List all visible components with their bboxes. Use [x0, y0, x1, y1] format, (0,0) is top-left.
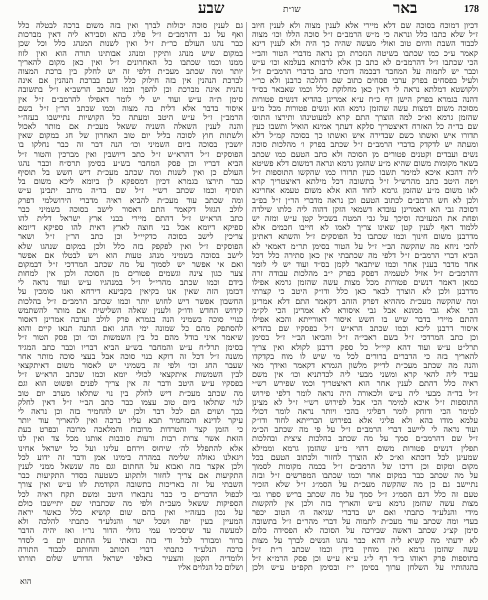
text-line: איסור בדבר אלא דלית בה מצוה וכמו שכתב הר״ן ז״ל בשם: [18, 103, 243, 113]
text-line: הביא דבריו וכן פסק המחבר בש״ע בסימן תרס״ח וכבר נהגו: [18, 158, 243, 168]
text-line: תוסיף וכמו שכתב רש״י ז״ל שם בד״ה מיתב יתבינן ע״ש: [18, 186, 243, 196]
text-line: מקום ומקום וכן דרכו של הרמב״ם ז״ל בכמה מקומות לסמוך: [252, 462, 478, 471]
text-line: מידי והנלע״ד כתבתי ואם יש בדברי שגיאה ה׳ הטוב יכפר: [252, 507, 478, 517]
text-line: הפוסקים ז״ל ואין לפקפק בזה כלל ולכן במקום שנהגו שלא: [18, 241, 243, 251]
text-line: בכך ושוים הם לכל דבר ולכן יש להחמיר בזה וכן נראה לי: [18, 406, 243, 416]
text-line: ואם אי אפשר יש לסמוך על מה שכתב המרדכי ז״ל דבמקום: [18, 259, 243, 269]
text-line: ויגאלנו גאולה שלימה במהרה בימינו אמן ודבר זה ידוע לכל: [18, 452, 243, 462]
text-line: בסימן תרל״ח ע״ש והמחבר בש״ע הביא דבריו וכבר כתב המגיד: [18, 342, 243, 352]
text-line: קידוש החדש ודו״ק ולענין שאלה השלישית אם מותר להשתמש: [18, 305, 243, 315]
text-line: ולשתות חוץ לסוכה בליל יום טוב האחרון של חג במקום שאין: [18, 131, 243, 141]
text-line: אלא להתפלל לה׳ שיחוס וירחם עלינו ועל כל ישראל אחינו: [18, 443, 243, 453]
text-line: המעיין בעין יפה ושכל ישר והנלע״ד כתבתי להלכה ולא: [18, 517, 243, 527]
text-line: ומה שכתב עוד מעכ״ת להביא ראיה מדברי הירושלמי דפרק: [18, 195, 243, 205]
text-line: ז״ל שלא כתבו כלל ונראה כי מ״ש הרמב״ם ז״ל סוכה הללו וכו׳ מצוה: [252, 30, 478, 40]
text-line: הביא דברי הרמב״ם ז״ל דלפי מה שכתבתי אין כאן סתירה כלל דכל: [252, 250, 478, 260]
text-line: דסוכה גבי הא דאמרינן עובדא דשמאי הזקן דהוה ליה כלתו שילדה: [252, 204, 478, 214]
text-line: השבתי על זה באריכות בתשובה הקודמת לזו ע״ש ואין צורך: [18, 480, 243, 490]
text-line: ז״ל בד״ה מבעי ליה ע״ש ולכאורה היה נראה לומר דלפי פירוש: [252, 388, 478, 398]
text-line: במקום שיש מנהג ותיקין ומנהג אבותינו תורה הוא ואין לזוז: [18, 48, 243, 58]
text-line: לברכת הנהנין אין בזה חילוק כלל דגם בברכת הנהנין אם אינה: [18, 76, 243, 86]
page-number: 178: [464, 4, 479, 15]
text-line: טעם זה כלל דגם הסמ״ג ז״ל סמך על מה שכתב בריש ספרו גבי: [252, 489, 478, 499]
text-line: למעשה עד שיסכימו עמי גדולי הדור נר״ו ואז יהיה הדבר: [18, 526, 243, 536]
text-line: עיקר לדינא והמחמיר תבא עליו ברכה ואין להאריך עוד יותר: [18, 416, 243, 426]
running-head-subtitle: שו״ת: [283, 4, 301, 14]
text-line: דהתם מיירי בדבר שיש בו חשש איסור דאורייתא והכא אפילו: [252, 315, 478, 324]
text-line: ספיקא דיומא אבל בני חוצה לארץ דאית להו ספיקא דיומא: [18, 223, 243, 233]
text-line: בפסקיו ע״ש היטב ודבר זה אין צריך לפנים ופשוט הוא וגם: [18, 379, 243, 389]
text-line: גם לענין סוכה יכולות לברך ואין בזה משום ברכה לבטלה כלל: [18, 21, 243, 30]
text-line: והנה מה שכתב מעכ״ת לדייק מלשון הגמרא דקאמר ואידך מאי: [252, 360, 478, 370]
text-line: קאמר ע״כ כמו שכתבו בשיטה הנזכרת וכן נראה מדברי הטור והב״י: [252, 48, 478, 58]
text-line: למימר הכי ודוחק לומר דפליגי בהכי ויותר נראה לומר דכולי: [252, 406, 478, 416]
text-line: בידם וכמו שכתב מהרי״ל ז״ל במנהגיו ע״ש ועוד נראה לי: [18, 278, 243, 288]
text-line: בתוספות פרק ראוהו ב״ד דף ל״ג ע״א ע״ש וכן פסק הרמ״א ז״ל: [252, 553, 478, 563]
text-line: נהנית אינה מברכת וכן להפך וכמו שכתב הרשב״א ז״ל בתשובה: [18, 85, 243, 95]
text-line: יותר ומה שכתב מעכ״ת דלפי זה יש לחלק בין ברכת המצוה: [18, 66, 243, 76]
text-line: הרמב״ן ז״ל ע״ש היטב ומעתה כל הקושיות נתיישבו בעזה״י: [18, 112, 243, 122]
column-divider: [246, 22, 247, 572]
text-line: בהגהותיו על השלחן ערוך בסימן י״ז ובסימן תקפ״ט ע״ש ולכן: [252, 563, 478, 573]
text-line: ולומדיה הקטן והצעיר באלפי ישראל הדורש שלום תורתו: [18, 553, 243, 563]
text-line: ושלום כל הנלוים אליו: [178, 563, 243, 573]
text-line: צריכין לישב בסוכה כדקיי״ל וכן כתב הר״ן ז״ל ושאר: [18, 232, 243, 242]
text-line: ברור ומבורר לכל ודי בזה ובאתי על החתום יום ב׳ לסדר: [18, 535, 243, 545]
text-line: תדורו איש ואשתו כשם שבדירה איש ואשתו כך בסוכה קמ״ל דלא: [252, 131, 478, 141]
right-text-column: [252, 21, 478, 573]
text-line: לא ידעתי מה קשיא ליה דהא כבר נהגו הנשים לברך על מצות: [252, 535, 478, 545]
text-line: עשה שהזמן גרמא ואין מוחין בידן וכמו שכתב ר״ת ז״ל: [252, 544, 478, 554]
text-line: עלמא מודו בהא ולא פליגי אלא בפירוש הברייתא לחוד ודו״ק: [252, 416, 478, 426]
text-line: כי הזמן קצר והטרדות מרובות והמלאכה מרובה ובפרט בעת: [18, 425, 243, 435]
text-line: דהנה בגמרא בפרק הישן דף כ״ח ע״א אמרינן בהדיא דנשים פטורות: [252, 94, 478, 104]
text-line: לאו משום מ״ע שהזמן גרמא לחוד הוא אלא משום טעמא אחרינא: [252, 186, 478, 196]
text-line: ולכן לא חש הרמב״ם לכתוב הטעם וכן נראה מדברי הר״ן ז״ל בפ״ב: [252, 195, 478, 205]
text-line: כמאן דאמר דנשים פטורות מכל מצות עשה שהזמן גרמא אפילו: [252, 278, 478, 288]
text-line: אחד מדבר בענין אחר וכמו שיתבאר לקמן בס״ד ועוד יש לי לומר: [252, 259, 478, 269]
text-line: לכבוד השבת והיום טוב ואולי מעשה שהיה כך היה ולא לענין דינא: [252, 39, 478, 49]
text-line: להכי ניחא מה שהקשה הב״י ז״ל על הטור בסימן תר״מ דאמאי לא: [252, 241, 478, 251]
text-line: מדרבנן ולכן לא הוצרך לבאר כאן כלל ודו״ק היטב כי קצרתי: [252, 287, 478, 297]
text-line: עביד ליה להאי קרא ומשני מבעי ליה לכדתניא וכו׳ אין משם: [252, 370, 478, 380]
text-line: ללמוד דאף לענין קטן שאינו צריך לאמו לא חייבו חכמים אלא: [252, 223, 478, 233]
text-line: ואף על גב דהרמב״ם ז״ל פליג בהא וסבירא ליה דאין מברכות: [18, 30, 243, 40]
running-head-title-second-word: שבע: [198, 1, 225, 17]
text-line: דכיון דמוכח בסוכה שם דלא מיירי אלא לענין מצוה ולא לענין חיוב: [252, 21, 478, 30]
text-line: צער כגון צינה וגשמים פטורים מן הסוכה ולכן אין למחות: [18, 269, 243, 279]
text-line: ז״ל שם דהרמב״ם סמך על מה שכתב בהלכות ציצית ובהלכות: [252, 434, 478, 444]
text-line: דהרמב״ם ז״ל אזיל לטעמיה דפסק בפרק י״ב מהלכות עבודה זרה: [252, 269, 478, 279]
text-line: שהזמן גרמא וא״כ למה הוצרך התם קרא למעוטינהו ותירצו התוס׳: [252, 112, 478, 122]
text-line: שיאמר איני בודל מהם כל בין השמשות וכו׳ וכן פסק הטור ז״ל: [18, 333, 243, 343]
text-line: החשבון אפשר דיש לחוש יותר וכמו שכתב הרמב״ם ז״ל בהלכות: [18, 296, 243, 306]
text-line: ממנו וכמו שכתבו כל האחרונים ז״ל ואין כאן מקום להאריך: [18, 57, 243, 67]
text-line: ברכה הנלע״ד כתבתי דברי הכותב והחותם לכבוד התורה: [18, 544, 243, 554]
text-line: כתב הרא״ש ז״ל דהתם מיירי בבני ארץ ישראל דלית להו: [18, 213, 243, 223]
catchword: הוא: [20, 577, 32, 586]
text-line: נתיישב גם כן מה שהקשה מעכ״ת על הסמ״ג ז״ל שלא הזכיר: [252, 480, 478, 490]
running-head-title-first-word: באר: [393, 1, 418, 17]
text-line: על מה שכתב כבר במקום אחר וכמו שכתבו המפרשים ז״ל ובזה: [252, 471, 478, 481]
text-line: לולב הגזול דקאמר התם דאסור לישב בסוכה בשמיני כבר: [18, 204, 243, 214]
text-line: ועוד נראה לי ליישב דברי הרמב״ם ז״ל על פי מה שכתב הכ״מ: [252, 425, 478, 435]
text-line: סימן קצ״ג שכתב דאשה שבירכה על הסוכה לא הפסידה כלום: [252, 526, 478, 536]
text-line: להאריך בזה כי הדברים ברורים לכל מי שיש לו מוח בקדקדו: [252, 351, 478, 361]
text-line: הזאת אשר צרות רבות ורעות סובבות אותנו מכל צד ואין לנו: [18, 434, 243, 444]
text-line: לנוי שתלאו ביום טוב עצמו כבר כתב הב״י ז״ל דאין לחלק: [18, 397, 243, 407]
text-line: מצות עשה שהזמן גרמא ע״ש והאריך בזה ולכן אין להקשות: [252, 498, 478, 508]
text-line: שעבר החג וכו׳ ולפי זה בשמיני יש לאסור משום דאיתקצאי: [18, 360, 243, 370]
text-line: ומעתה יש לדקדק בדברי הרמב״ם ז״ל שכתב בפרק ו׳ מהלכות סוכה: [252, 140, 478, 150]
left-text-column: [18, 21, 243, 573]
text-line: התקיעות אם צריך לחזור ולתקוע כשטעה בסדר התקיעות כבר: [18, 471, 243, 481]
text-line: ולקושטא דמלתא נראה לי דאין כאן מחלוקת כלל וכמו שאבאר בס״ד: [252, 85, 478, 95]
text-line: יושבין בסוכה ביום השמיני וכו׳ הנה דבר זה כבר נחלקו בו: [18, 140, 243, 150]
text-line: העולם כן ואין לשנות ומה שכתב מעכ״ת דיש חשש בל תוסיף: [18, 168, 243, 177]
text-line: והנה לענין השאלה השניה ששאל מעכ״ת אם מותר לאכול: [18, 122, 243, 132]
text-line: ופחת את המעזיבה וסיכך על גבי המטה בשביל קטן ע״ש ומזה יש: [252, 213, 478, 223]
text-line: בשאר מקומות משום שהיא מ״ע שהזמן גרמא ונראה דמשום דלא פשיטא: [252, 158, 478, 168]
text-line: נשים ועבדים וקטנים פטורים מן הסוכה ולא כתב הטעם כמו שכתב: [252, 149, 478, 159]
text-line: הפוסקים ז״ל דהרא״ש ז״ל כתב דיושבין ואין מברכין והטור ז״ל: [18, 149, 243, 159]
text-line: התוספות ז״ל איכא למימר הכי אבל לפירוש רש״י ז״ל לא מצינן: [252, 397, 478, 407]
text-line: ליה דהכא איכא למימר תשבו כעין תדורו כמו שהקשו התוספות ז״ל: [252, 168, 478, 177]
text-line: כבר תירצו בגמרא דכיון דמספקא לן ביומא ליכא משום בל: [18, 177, 243, 187]
text-line: מה שכתב מעכ״ת דיש לחלק בין נוי שתלאו מערב יום טוב: [18, 388, 243, 398]
text-line: ולעיל בפסחים בפרק ערבי פסחים כתוב שם דהלכה כרבנן ולא כר״י: [252, 76, 478, 86]
text-line: שם בד״ה כל האזרח דאיצטריך סלקא דעתך אמינא הואיל ותשבו כעין: [252, 122, 478, 132]
text-line: להסתפק מהם כל שמונה ימי החג ואם התנה תנאו קיים והוא: [18, 324, 243, 334]
text-line: תרל״ט ע״ש ועוד דהא קיי״ל כל ספק דרבנן לקולא ואין צריך: [252, 342, 478, 352]
text-line: ראיה כלל דהתם לענין אחר הוא דאיצטריך וכמו שפירש רש״י: [252, 379, 478, 389]
text-line: דבזמן הזה שאין אנו בקיאין בקביעא דירחא ואנו סומכין על: [18, 287, 243, 297]
text-line: הכי שכתבו ז״ל דהרמב״ם לא כתב כן אלא לרבותא בעלמא וכו׳ ע״ש: [252, 57, 478, 67]
text-line: לבין השמשות איתקצאי לכולי יומא וכמו שכתב הרא״ש ז״ל: [18, 370, 243, 380]
text-line: כבר נהגו העולם כר״ת ז״ל ואין לשנות המנהג כלל וכל שכן: [18, 39, 243, 49]
text-line: סימן ת״ה ע״ש ועוד יש לי לומר דאפילו להרמב״ם ז״ל אין: [18, 94, 243, 104]
text-line: בעדי ומה שכתב עוד מעכ״ת לתמוה על דברי מהר״ם ז״ל בתשובה: [252, 517, 478, 527]
text-line: תפלין דנשים פטורות משום דהוי מ״ע שהזמן גרמא וממילא: [252, 443, 478, 453]
text-line: איסור דרבנן ליכא וכמו שכתב הרא״ש ז״ל בפסקיו שם בהדיא: [252, 324, 478, 334]
text-line: ויפה היטב כתב מהרש״ל ז״ל בתשובה דכל מילתא דאיצטריך קרא: [252, 177, 478, 187]
text-line: משנה ז״ל דכל זה דוקא בנוי סוכה אבל בעצי סוכה מותר אחר: [18, 351, 243, 361]
text-line: וכבר יש לתמוה על המחבר דבכמה דוכתי כתב כדברי הרמב״ם ז״ל: [252, 66, 478, 76]
text-line: מסוכה משום דמצות עשה שהזמן גרמא הוא ונשים פטורות מכל מ״ע: [252, 103, 478, 113]
text-line: וכן כתב המרדכי ז״ל בשם ראבי״ה ז״ל והביאו הב״י ז״ל בסימן: [252, 333, 478, 343]
text-line: הכי אלא גבי ממונא אבל גבי איסורא לא אמרינן הכי לק״מ: [252, 305, 478, 315]
text-line: בנויי סוכה בשמיני הנה בגמרא פרק לולב וערבה אמרינן דאסור: [18, 315, 243, 324]
text-line: על נכון בעזה״י ואין בהם שום קושיא כלל כאשר יראה: [18, 507, 243, 517]
text-line: הספיקות ששאל מעכ״ת ולפי מה שכתבתי שם יתיישבו כולם: [18, 498, 243, 508]
text-line: מדרבנן משום חינוך וכמו שכתבו כל הפוסקים ז״ל והשתא דאתינן: [252, 232, 478, 242]
text-line: לישב בסוכה בשמיני מנהג טעות הוא ויש לבטלו אם אפשר: [18, 250, 243, 260]
text-line: ומה שהקשה מעכ״ת מההיא דפרק הזהב דקאמר התם דלא אמרינן: [252, 296, 478, 306]
text-line: שמעינן לכל דוכתא וא״כ לא הוצרך לחזור ולכתוב הטעם בכל: [252, 452, 478, 462]
text-line: ולכן אקצר בזה ואבוא על החתום וגם מה שנשאל ממני לענין: [18, 462, 243, 471]
text-line: לכפול הדברים כי כבר נתבארו היטב ומשם תקח ראיה לכל: [18, 489, 243, 499]
